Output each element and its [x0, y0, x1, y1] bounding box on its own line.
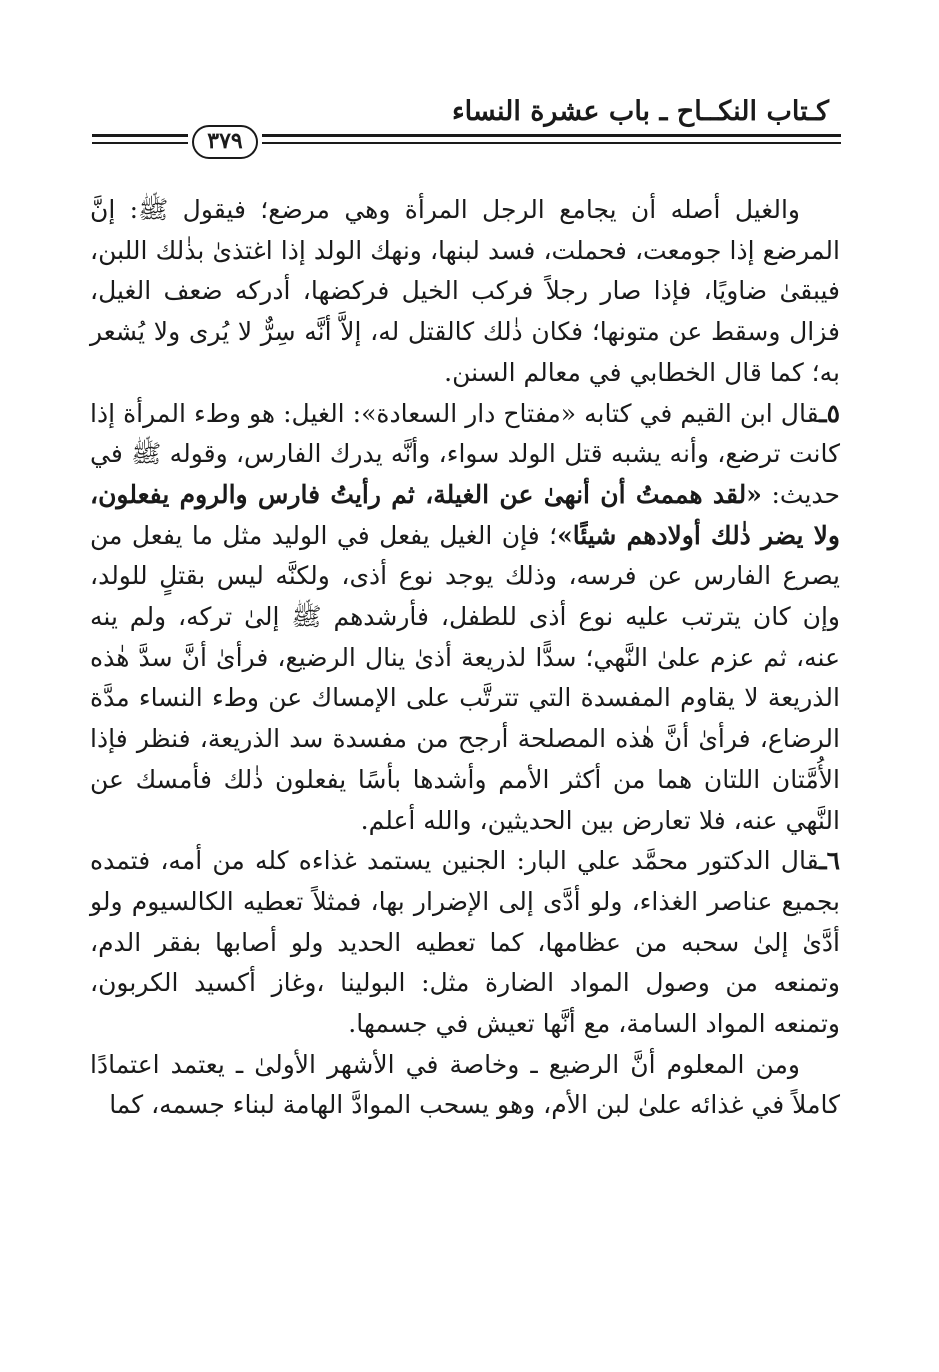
numbered-item-6 [90, 841, 840, 1045]
numbered-item-5 [90, 394, 840, 842]
paragraph-ghayl-definition: والغيل أصله أن يجامع الرجل المرأة وهي مرضع؛ فيقول ﷺ: إنَّ المرضع إذا جومعت، فحملت، فسد لبنها، ونهك الولد إذا اغتذىٰ بذٰلك اللبن، فيبقىٰ ضاويًا، فإذا صار رجلاً فركب الخيل فركضها، أدركه ضعف الغيل، فزال وسقط عن متونها؛ فكان ذٰلك كالقتل له، إلاَّ أنَّه سِرٌّ لا يُرى ولا يُشعر به؛ كما قال الخطابي في معالم السنن. [90, 195, 840, 387]
item-text: قال ابن القيم في كتابه «مفتاح دار السعادة»: الغيل: هو وطء المرأة إذا كانت ترضع، وأنه يشبه قتل الولد سواء، وأنَّه يدرك الفارس، وقوله ﷺ في حديث: [90, 398, 840, 509]
item-number: ٥ـ [819, 398, 840, 428]
item-text: قال الدكتور محمَّد علي البار: الجنين يستمد غذاءه كله من أمه، فتمده بجميع عناصر الغذاء، ولو أدَّى إلى الإضرار بها، فمثلاً تعطيه الكالسيوم ولو أدَّىٰ إلىٰ سحبه من عظامها، كما تعطيه الحديد ولو أصابها بفقر الدم، وتمنعه من وصول المواد الضارة مثل: البولينا ،وغاز أكسيد الكربون، وتمنعه المواد السامة، مع أنَّها تعيش في جسمها. [90, 846, 840, 1039]
paragraph-continuing: ومن المعلوم أنَّ الرضيع ـ وخاصة في الأشهر الأولىٰ ـ يعتمد اعتمادًا كاملاً في غذائه علىٰ لبن الأم، وهو يسحب الموادَّ الهامة لبناء جسمه، كما [90, 1049, 840, 1120]
header-rule-left [92, 134, 188, 148]
item-number: ٦ـ [819, 846, 840, 876]
main-text [90, 190, 840, 1126]
hadith-quote: «لقد هممتُ أن أنهىٰ عن الغيلة، ثم رأيتُ فارس والروم يفعلون، ولا يضر ذٰلك أولادهم شيئًا» [90, 479, 840, 550]
running-header-title: كـتاب النكــاح ـ باب عشرة النساء [451, 96, 829, 127]
header-rule-right [262, 134, 841, 148]
page-number: ٣٧٩ [192, 125, 258, 159]
item-text-continued: ؛ فإن الغيل يفعل في الوليد مثل ما يفعل من يصرع الفارس عن فرسه، وذلك يوجد نوع أذى، ولكنَّه ليس بقتلٍ للولد، وإن كان يترتب عليه نوع أذى للطفل، فأرشدهم ﷺ إلىٰ تركه، ولم ينه عنه، ثم عزم علىٰ النَّهي؛ سدًّا لذريعة أذىٰ ينال الرضيع، فرأىٰ أنَّ سدَّ هٰذه الذريعة لا يقاوم المفسدة التي تترتَّب على الإمساك عن وطء النساء مدَّة الرضاع، فرأىٰ أنَّ هٰذه المصلحة أرجح من مفسدة سد الذريعة، فنظر فإذا الأُمَّتان اللتان هما من أكثر الأمم وأشدها بأسًا يفعلون ذٰلك فأمسك عن النَّهي عنه، فلا تعارض بين الحديثين، والله أعلم. [90, 520, 840, 835]
